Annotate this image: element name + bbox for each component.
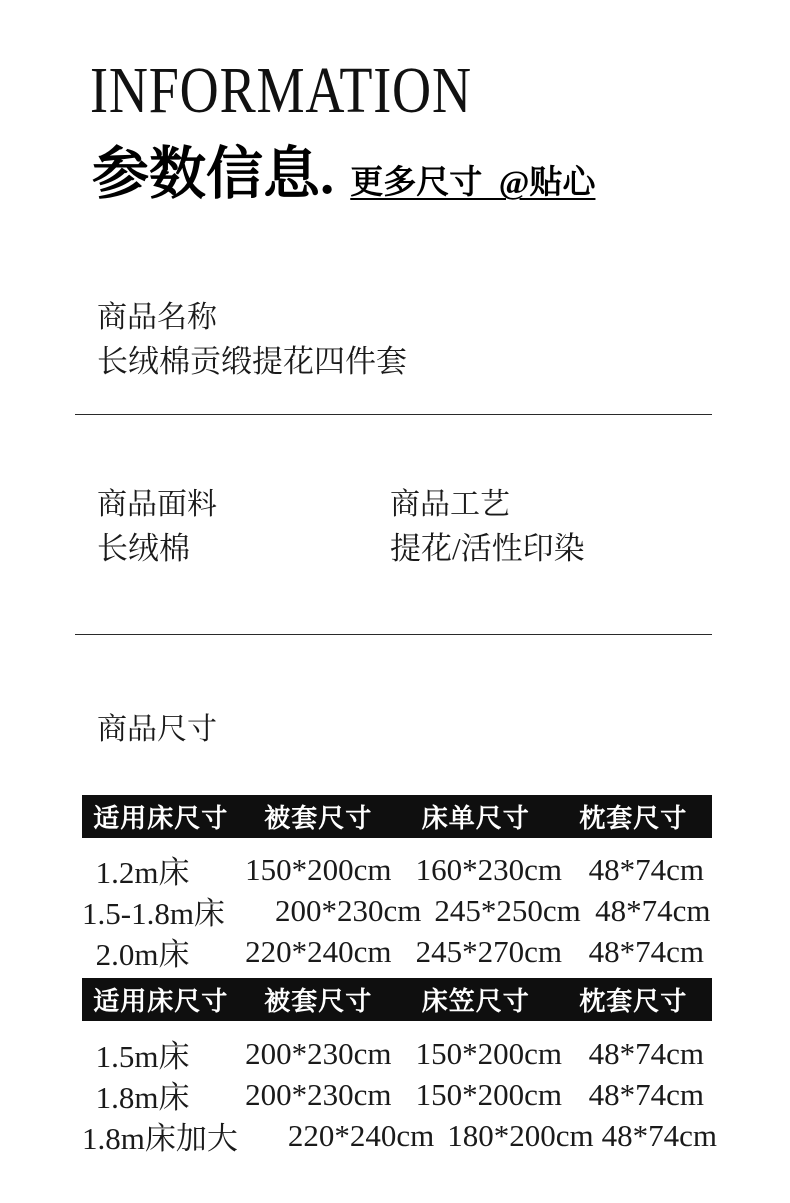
table-cell: 2.0m床 bbox=[95, 937, 190, 972]
table-cell: 48*74cm bbox=[601, 1117, 717, 1153]
fabric-label: 商品面料 bbox=[97, 488, 217, 521]
title-row bbox=[92, 142, 595, 208]
table-cell: 1.8m床 bbox=[95, 1080, 190, 1115]
size-table-fitted-sheet bbox=[82, 978, 717, 1156]
table-cell: 220*240cm bbox=[245, 933, 392, 969]
table-cell: 150*200cm bbox=[415, 1076, 562, 1112]
subtitle-more-sizes: 更多尺寸 @贴心 bbox=[350, 165, 596, 201]
table-cell: 48*74cm bbox=[588, 933, 704, 969]
table-cell: 245*250cm bbox=[434, 892, 581, 928]
table-header-cell: 枕套尺寸 bbox=[579, 987, 688, 1016]
title-chinese: 参数信息. bbox=[92, 143, 335, 206]
table-header-cell: 被套尺寸 bbox=[264, 804, 373, 833]
fabric-value: 长绒棉 bbox=[97, 531, 190, 566]
table-row bbox=[82, 888, 712, 929]
table-header-cell: 适用床尺寸 bbox=[93, 987, 229, 1016]
divider bbox=[75, 634, 712, 635]
product-name-label: 商品名称 bbox=[97, 301, 217, 334]
craft-label: 商品工艺 bbox=[390, 488, 510, 521]
table-header-cell: 床笠尺寸 bbox=[421, 987, 530, 1016]
table-cell: 220*240cm bbox=[287, 1117, 435, 1153]
table-cell: 1.8m床加大 bbox=[82, 1121, 238, 1156]
table-header-cell: 适用床尺寸 bbox=[93, 804, 229, 833]
table-cell: 200*230cm bbox=[245, 1035, 392, 1071]
table-cell: 200*230cm bbox=[245, 1076, 392, 1112]
table-cell: 150*200cm bbox=[415, 1035, 562, 1071]
table-cell: 48*74cm bbox=[588, 1076, 704, 1112]
table-row bbox=[82, 929, 712, 970]
craft-value: 提花/活性印染 bbox=[390, 531, 585, 566]
size-table-flat-sheet bbox=[82, 795, 712, 970]
table-row bbox=[82, 1072, 712, 1113]
table-header-cell: 被套尺寸 bbox=[264, 987, 373, 1016]
table-header-bar bbox=[82, 795, 712, 838]
table-body bbox=[82, 1031, 717, 1156]
fabric-craft-section bbox=[0, 488, 790, 578]
table-cell: 1.5m床 bbox=[95, 1039, 190, 1074]
title-english: INFORMATION bbox=[90, 54, 472, 127]
table-cell: 48*74cm bbox=[588, 851, 704, 887]
table-header-cell: 床单尺寸 bbox=[421, 804, 530, 833]
product-name-section bbox=[97, 301, 407, 379]
table-cell: 180*200cm bbox=[447, 1117, 594, 1153]
table-cell: 150*200cm bbox=[245, 851, 392, 887]
table-row bbox=[82, 847, 712, 888]
table-body bbox=[82, 847, 712, 970]
divider bbox=[75, 414, 712, 415]
table-cell: 48*74cm bbox=[588, 1035, 704, 1071]
size-section-heading: 商品尺寸 bbox=[97, 713, 217, 746]
table-cell: 245*270cm bbox=[415, 933, 562, 969]
table-row bbox=[82, 1031, 712, 1072]
table-cell: 48*74cm bbox=[595, 892, 711, 928]
product-name-value: 长绒棉贡缎提花四件套 bbox=[97, 344, 407, 379]
table-header-cell: 枕套尺寸 bbox=[579, 804, 688, 833]
craft-column bbox=[390, 488, 585, 566]
table-header-bar bbox=[82, 978, 712, 1021]
table-cell: 160*230cm bbox=[415, 851, 562, 887]
fabric-column bbox=[97, 488, 217, 566]
table-cell: 200*230cm bbox=[274, 892, 422, 928]
table-cell: 1.5-1.8m床 bbox=[82, 896, 225, 931]
table-cell: 1.2m床 bbox=[95, 855, 190, 890]
table-row bbox=[82, 1113, 717, 1156]
